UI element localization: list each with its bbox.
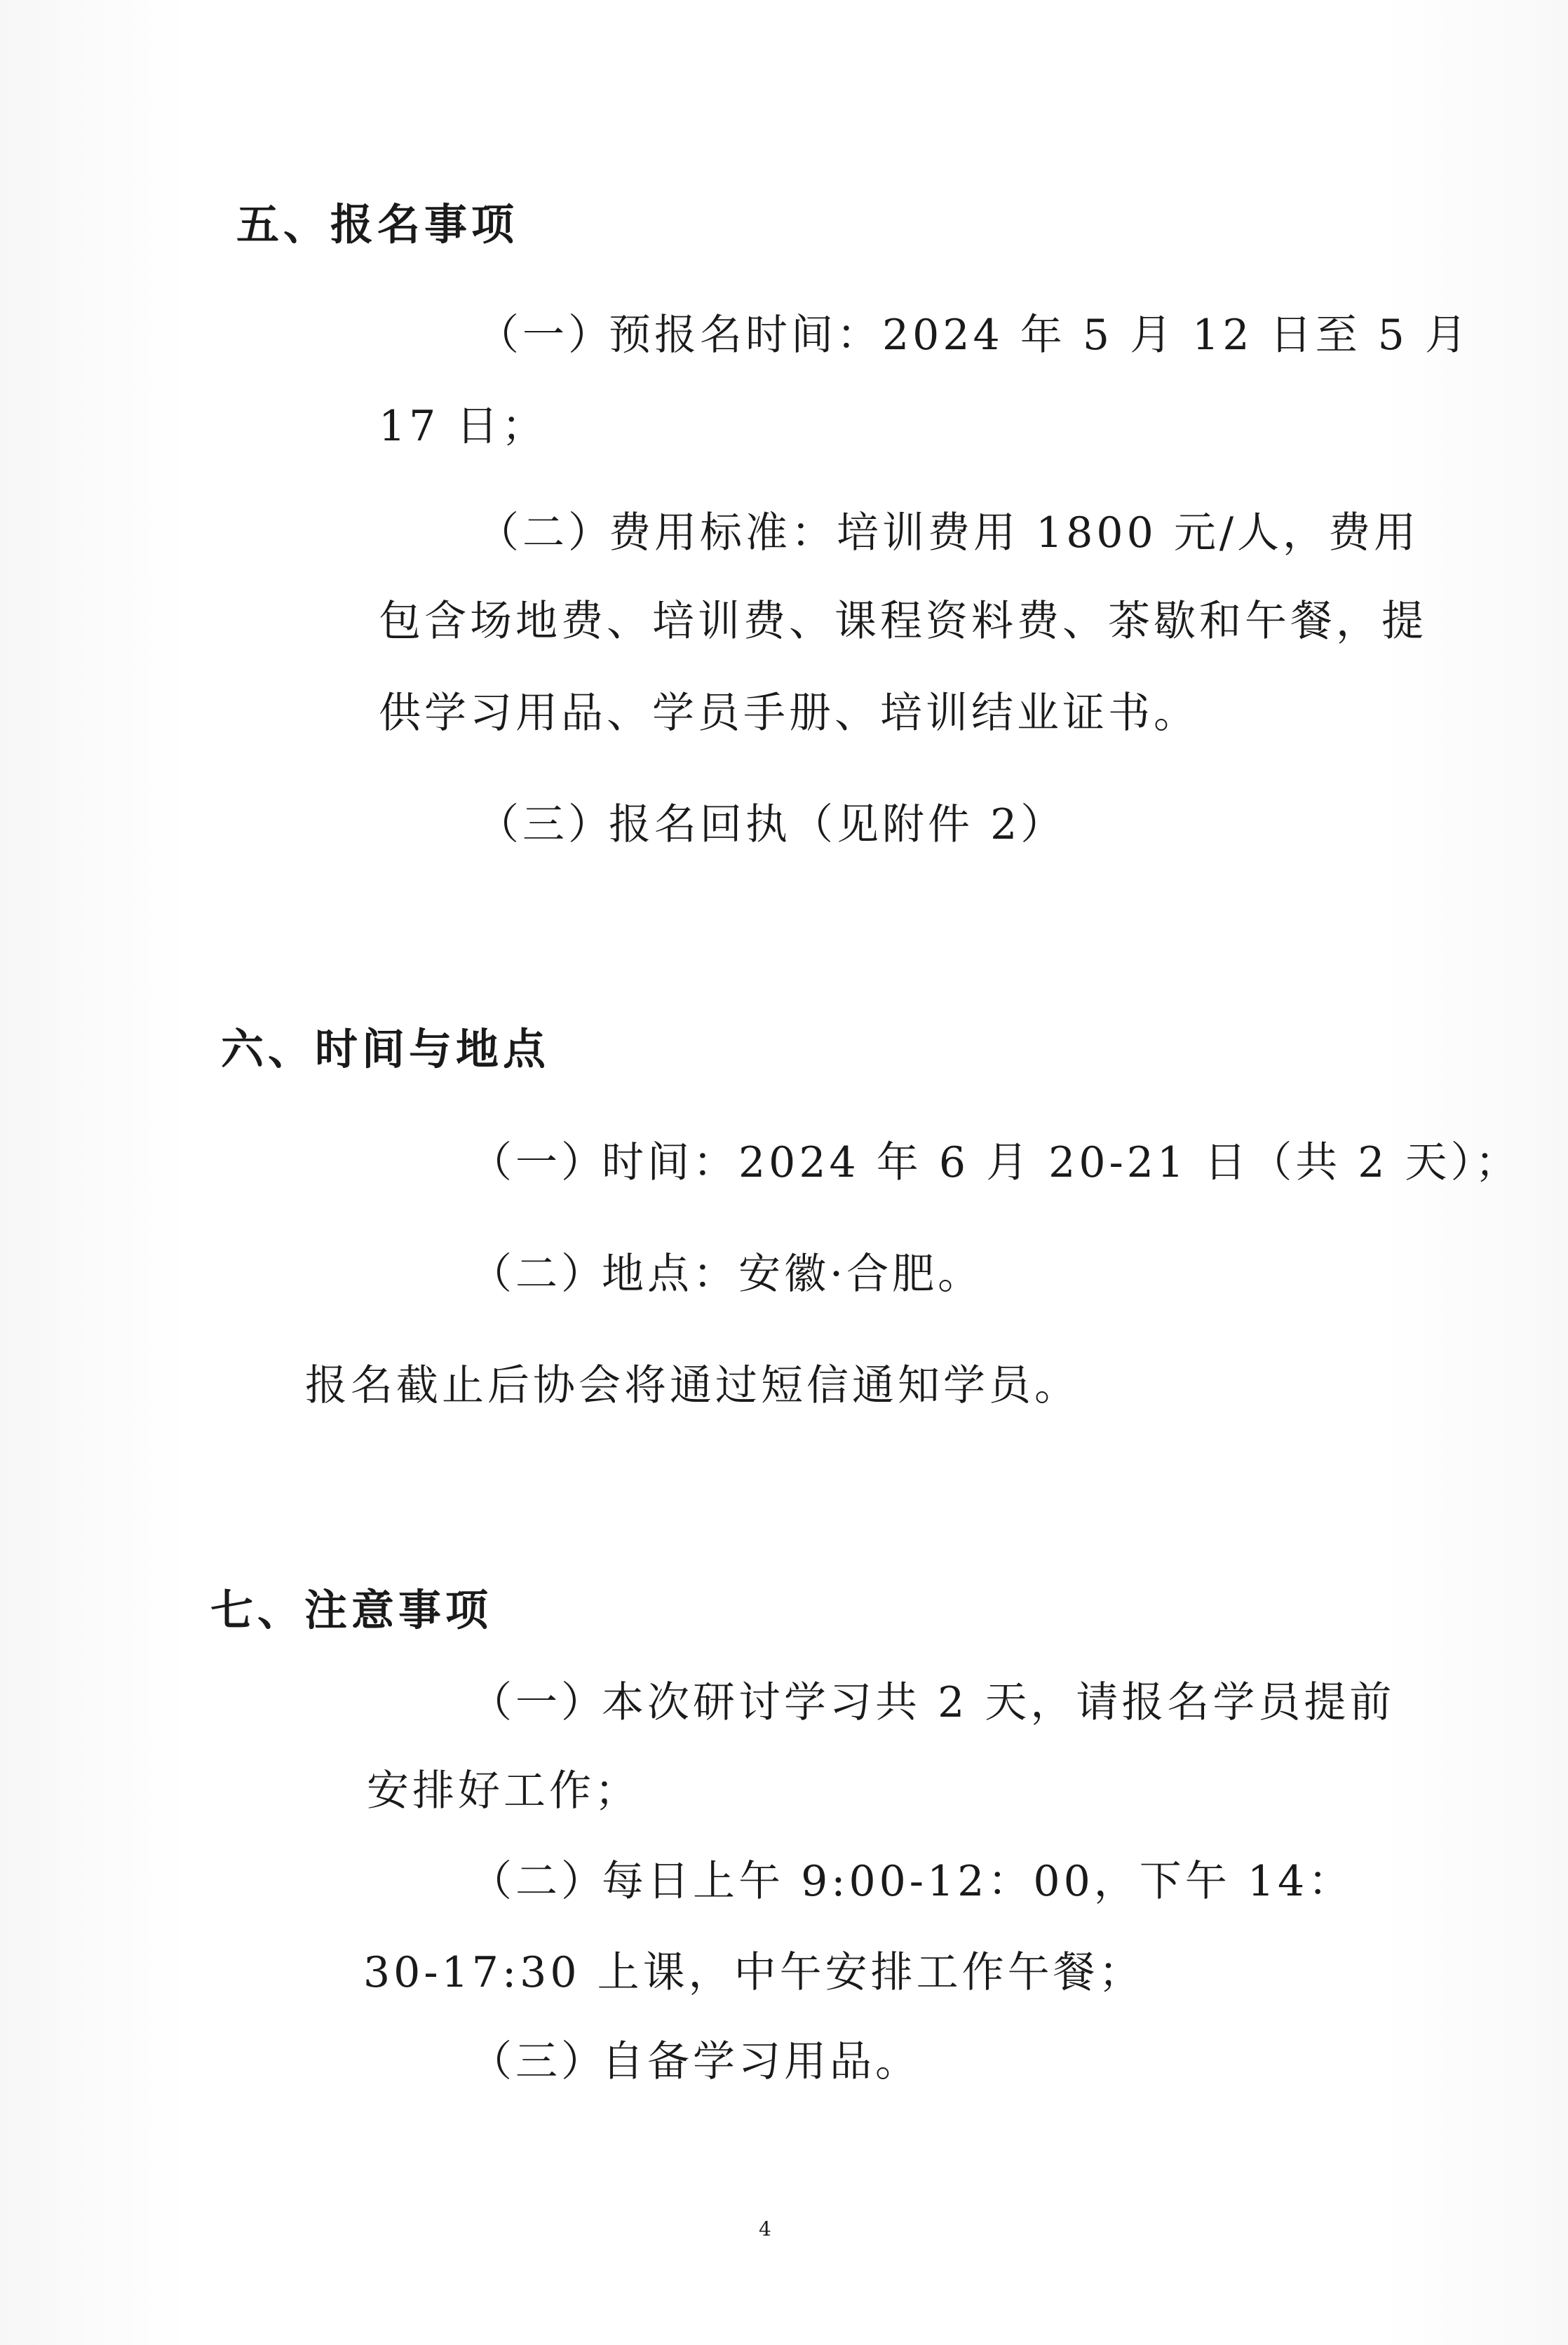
section-7-item-2-continued: 30-17:30 上课，中午安排工作午餐； bbox=[363, 1948, 1144, 1997]
section-5-item-2-continued: 包含场地费、培训费、课程资料费、茶歇和午餐，提 bbox=[379, 597, 1427, 646]
item-text: 费用标准：培训费用 1800 元/人，费用 bbox=[609, 508, 1420, 557]
item-number: （一） bbox=[470, 1678, 607, 1727]
section-7-item-2 bbox=[470, 1857, 1354, 1906]
section-6-heading: 六、时间与地点 bbox=[221, 1025, 550, 1074]
item-text: 时间：2024 年 6 月 20-21 日（共 2 天）； bbox=[602, 1138, 1521, 1187]
item-text: 每日上午 9:00-12：00，下午 14： bbox=[602, 1857, 1354, 1906]
section-7-heading: 七、注意事项 bbox=[210, 1586, 493, 1635]
section-7-item-1 bbox=[470, 1678, 1395, 1727]
section-5-item-1-continued: 17 日； bbox=[379, 402, 548, 451]
page-number: 4 bbox=[759, 2217, 771, 2241]
item-text: 本次研讨学习共 2 天，请报名学员提前 bbox=[602, 1678, 1395, 1727]
item-text: 地点：安徽·合肥。 bbox=[602, 1250, 984, 1299]
item-number: （一） bbox=[477, 311, 614, 360]
item-number: （二） bbox=[477, 508, 614, 557]
section-6-item-1 bbox=[470, 1138, 1521, 1187]
item-number: （三） bbox=[470, 2037, 607, 2086]
section-5-item-3 bbox=[477, 800, 1067, 849]
section-5-item-2-continued-2: 供学习用品、学员手册、培训结业证书。 bbox=[379, 689, 1199, 738]
section-5-item-2 bbox=[477, 508, 1420, 557]
item-number: （二） bbox=[470, 1857, 607, 1906]
section-6-note: 报名截止后协会将通过短信通知学员。 bbox=[305, 1361, 1080, 1410]
section-5-item-1 bbox=[477, 311, 1471, 360]
section-7-item-1-continued: 安排好工作； bbox=[367, 1766, 640, 1816]
section-7-item-3 bbox=[470, 2037, 921, 2086]
section-6-item-2 bbox=[470, 1250, 984, 1299]
item-number: （三） bbox=[477, 800, 614, 849]
item-number: （一） bbox=[470, 1138, 607, 1187]
item-text: 自备学习用品。 bbox=[602, 2037, 921, 2086]
item-text: 报名回执（见附件 2） bbox=[609, 800, 1067, 849]
section-5-heading: 五、报名事项 bbox=[236, 200, 519, 250]
item-number: （二） bbox=[470, 1250, 607, 1299]
item-text: 预报名时间：2024 年 5 月 12 日至 5 月 bbox=[609, 311, 1471, 360]
